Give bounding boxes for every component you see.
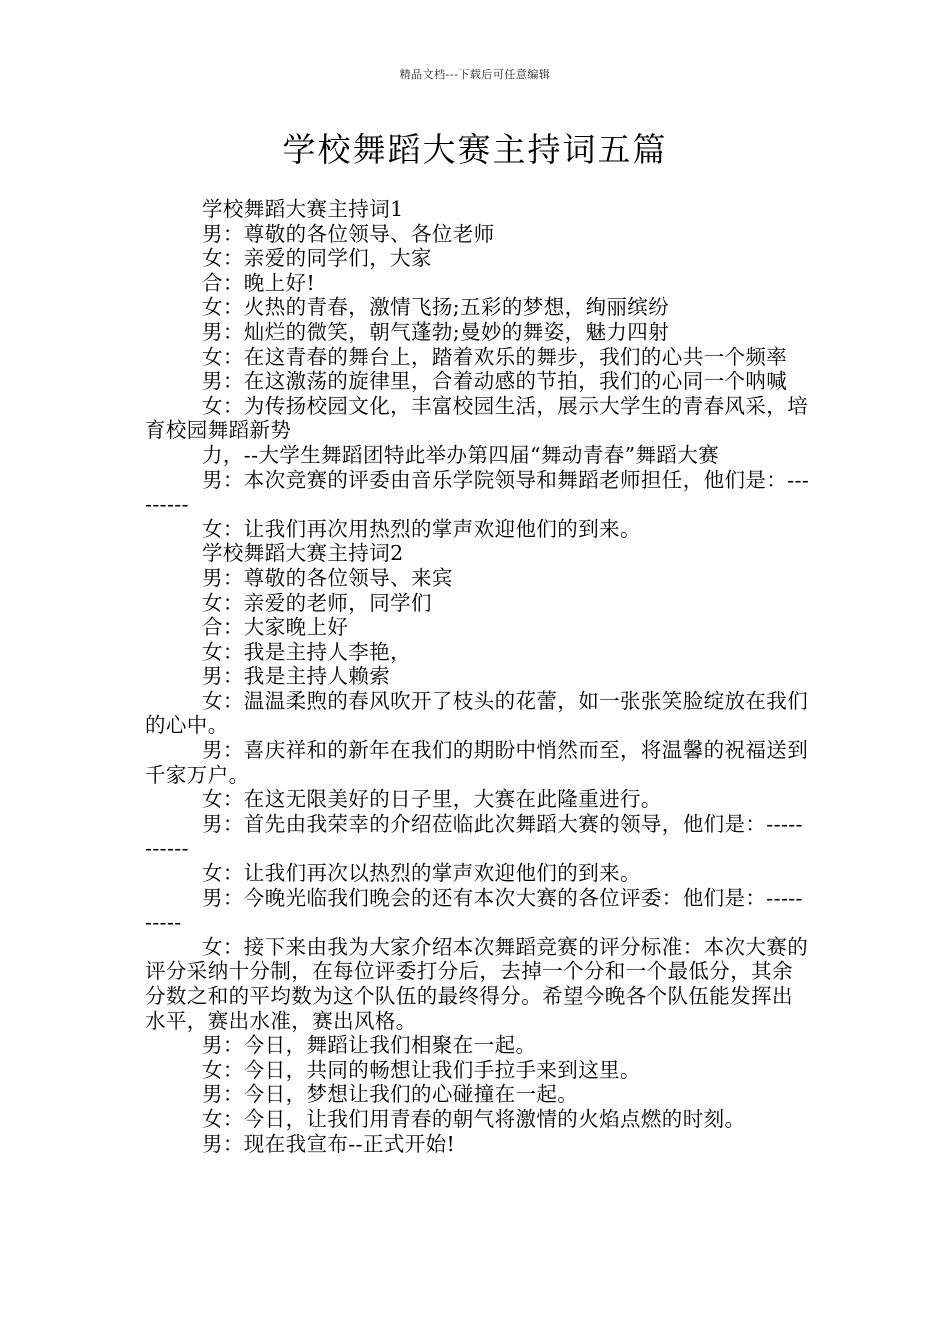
script-line: 女：温温柔煦的春风吹开了枝头的花蕾，如一张张笑脸绽放在我们的心中。 — [145, 688, 809, 738]
document-body — [145, 197, 810, 1156]
script-line: 男：本次竞赛的评委由音乐学院领导和舞蹈老师担任，他们是：--------- — [145, 467, 810, 517]
script-line: 女：今日，共同的畅想让我们手拉手来到这里。 — [202, 1057, 641, 1082]
document-title: 学校舞蹈大赛主持词五篇 — [282, 130, 668, 169]
script-line: 女：亲爱的老师，同学们 — [202, 590, 432, 615]
script-line: 女：让我们再次用热烈的掌声欢迎他们的到来。 — [202, 516, 641, 541]
script-line: 女：在这青春的舞台上，踏着欢乐的舞步，我们的心共一个频率 — [202, 344, 788, 369]
page-header-note: 精品文档---下载后可任意编辑 — [399, 68, 551, 81]
script-line: 女：在这无限美好的日子里，大赛在此隆重进行。 — [202, 787, 662, 812]
script-line: 男：尊敬的各位领导、各位老师 — [202, 221, 495, 246]
section-heading-1: 学校舞蹈大赛主持词1 — [202, 197, 404, 221]
script-line: 男：今日，梦想让我们的心碰撞在一起。 — [202, 1082, 579, 1107]
section-heading-2: 学校舞蹈大赛主持词2 — [202, 541, 404, 566]
script-line: 男：首先由我荣幸的介绍莅临此次舞蹈大赛的领导，他们是：----------- — [145, 811, 803, 861]
script-line: 男：在这激荡的旋律里，合着动感的节拍，我们的心同一个呐喊 — [202, 369, 788, 394]
script-line: 男：今晚光临我们晚会的还有本次大赛的各位评委：他们是：---------- — [145, 885, 803, 935]
script-line: 女：为传扬校园文化，丰富校园生活，展示大学生的青春风采，培育校园舞蹈新势 — [145, 393, 809, 443]
script-line: 女：接下来由我为大家介绍本次舞蹈竞赛的评分标准：本次大赛的评分采纳十分制，在每位评委打分后，去掉一个分和一个最低分，其余分数之和的平均数为这个队伍的最终得分。希望今晚各个队伍能发挥出水平，赛出水准，赛出风格。 — [145, 934, 809, 1033]
script-line: 女：亲爱的同学们，大家 — [202, 246, 432, 271]
script-line: 女：我是主持人李艳， — [202, 639, 411, 664]
script-line: 男：喜庆祥和的新年在我们的期盼中悄然而至，将温馨的祝福送到千家万户。 — [145, 738, 809, 787]
script-line: 男：今日，舞蹈让我们相聚在一起。 — [202, 1033, 537, 1058]
script-line: 男：尊敬的各位领导、来宾 — [202, 565, 453, 590]
script-line: 力，--大学生舞蹈团特此举办第四届“舞动青春”舞蹈大赛 — [202, 442, 720, 467]
script-line: 男：我是主持人赖索 — [202, 664, 391, 689]
script-line: 男：灿烂的微笑，朝气蓬勃;曼妙的舞姿，魅力四射 — [202, 319, 670, 344]
script-line: 男：现在我宣布--正式开始! — [202, 1131, 456, 1156]
script-line: 女：让我们再次以热烈的掌声欢迎他们的到来。 — [202, 861, 641, 886]
script-line: 女：火热的青春，激情飞扬;五彩的梦想，绚丽缤纷 — [202, 295, 670, 320]
script-line: 合：晚上好! — [202, 270, 316, 295]
script-line: 女：今日，让我们用青春的朝气将激情的火焰点燃的时刻。 — [202, 1106, 746, 1131]
script-line: 合：大家晚上好 — [202, 615, 349, 640]
